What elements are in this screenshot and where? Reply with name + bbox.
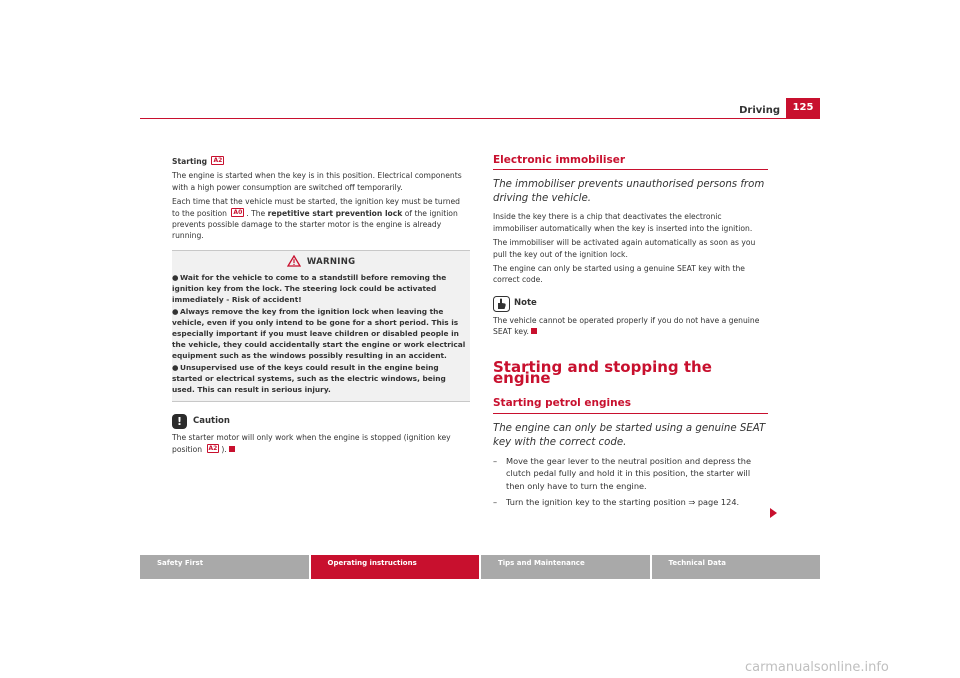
- section-end-icon: [229, 446, 235, 452]
- position-label-a2: A2: [208, 444, 218, 452]
- tab-technical-data[interactable]: Technical Data: [652, 555, 821, 579]
- warning-item: ● Always remove the key from the ignition lock when leaving the vehicle, even if you only intend to be gone for a short period. This is especially important if you must leave children or disabled people in the vehicle, they could accidentally start the engine or work electrical equipment such as the windows possibly resulting in an accident.: [172, 307, 466, 361]
- tab-tips-and-maintenance[interactable]: Tips and Maintenance: [481, 555, 650, 579]
- petrol-heading: Starting petrol engines: [493, 398, 768, 413]
- starting-paragraph-1: The engine is started when the key is in this position. Electrical components with a high power consumption are switched off temporarily.: [172, 171, 462, 192]
- starting-heading-line: [172, 156, 470, 167]
- bullet-icon: ●: [172, 363, 179, 373]
- warning-item: ● Unsupervised use of the keys could result in the engine being started or electrical systems, such as the electric windows, being used. This can result in serious injury.: [172, 363, 446, 395]
- dash-icon: –: [493, 497, 498, 508]
- immobiliser-heading: Electronic immobiliser: [493, 155, 768, 170]
- immobiliser-paragraph-3: The engine can only be started using a genuine SEAT key with the correct code.: [493, 264, 745, 285]
- immobiliser-lead: The immobiliser prevents unauthorised persons from driving the vehicle.: [493, 179, 765, 205]
- warning-title: WARNING: [172, 255, 470, 268]
- immobiliser-paragraph-1: Inside the key there is a chip that deactivates the electronic immobiliser automatically when the key is inserted into the ignition.: [493, 212, 753, 233]
- section-end-icon: [531, 328, 537, 334]
- immobiliser-paragraph-2: The immobiliser will be activated again automatically as soon as you pull the key out of the ignition lock.: [493, 238, 756, 259]
- chapter-heading: Starting and stopping the engine: [493, 357, 712, 388]
- position-label-a2: A2: [213, 157, 223, 164]
- warning-item: ● Wait for the vehicle to come to a standstill before removing the ignition key from the lock. The steering lock could be activated immediately - Risk of accident!: [172, 273, 447, 305]
- note-title: Note: [493, 296, 768, 312]
- next-page-arrow-icon[interactable]: [770, 508, 777, 518]
- step-item: – Move the gear lever to the neutral position and depress the clutch pedal fully and hold it in this position, the starter will then only have to turn the engine.: [493, 455, 751, 491]
- note-text: The vehicle cannot be operated properly if you do not have a genuine SEAT key.: [493, 315, 760, 337]
- caution-title: ! Caution: [172, 414, 470, 429]
- header-rule: [140, 118, 820, 119]
- left-column: [172, 156, 470, 458]
- petrol-lead: The engine can only be started using a genuine SEAT key with the correct code.: [493, 422, 766, 448]
- tab-operating-instructions[interactable]: Operating instructions: [311, 555, 480, 579]
- right-column: [493, 155, 768, 513]
- caution-text: The starter motor will only work when the engine is stopped (ignition key position A2 ).: [172, 433, 451, 454]
- repetitive-start-lock: repetitive start prevention lock: [267, 208, 403, 218]
- starting-heading: Starting: [172, 157, 208, 166]
- warning-triangle-icon: [287, 255, 301, 267]
- caution-icon: !: [172, 414, 187, 429]
- running-head: Driving: [739, 105, 780, 116]
- position-label-a0: A0: [233, 208, 243, 216]
- tab-safety-first[interactable]: Safety First: [140, 555, 309, 579]
- footer-nav: [140, 555, 820, 579]
- warning-box: [172, 250, 470, 402]
- dash-icon: –: [493, 455, 498, 466]
- starting-paragraph-2: Each time that the vehicle must be started, the ignition key must be turned to the position A0 . The repetitive start prevention lock of the ignition prevents possible damage to the starter motor is the engine is already running.: [172, 197, 461, 241]
- note-hand-icon: [493, 296, 510, 312]
- watermark: carmanualsonline.info: [745, 660, 889, 675]
- bullet-icon: ●: [172, 273, 179, 283]
- step-item: – Turn the ignition key to the starting position ⇒ page 124.: [493, 497, 740, 508]
- bullet-icon: ●: [172, 307, 179, 317]
- page-number: 125: [786, 98, 820, 118]
